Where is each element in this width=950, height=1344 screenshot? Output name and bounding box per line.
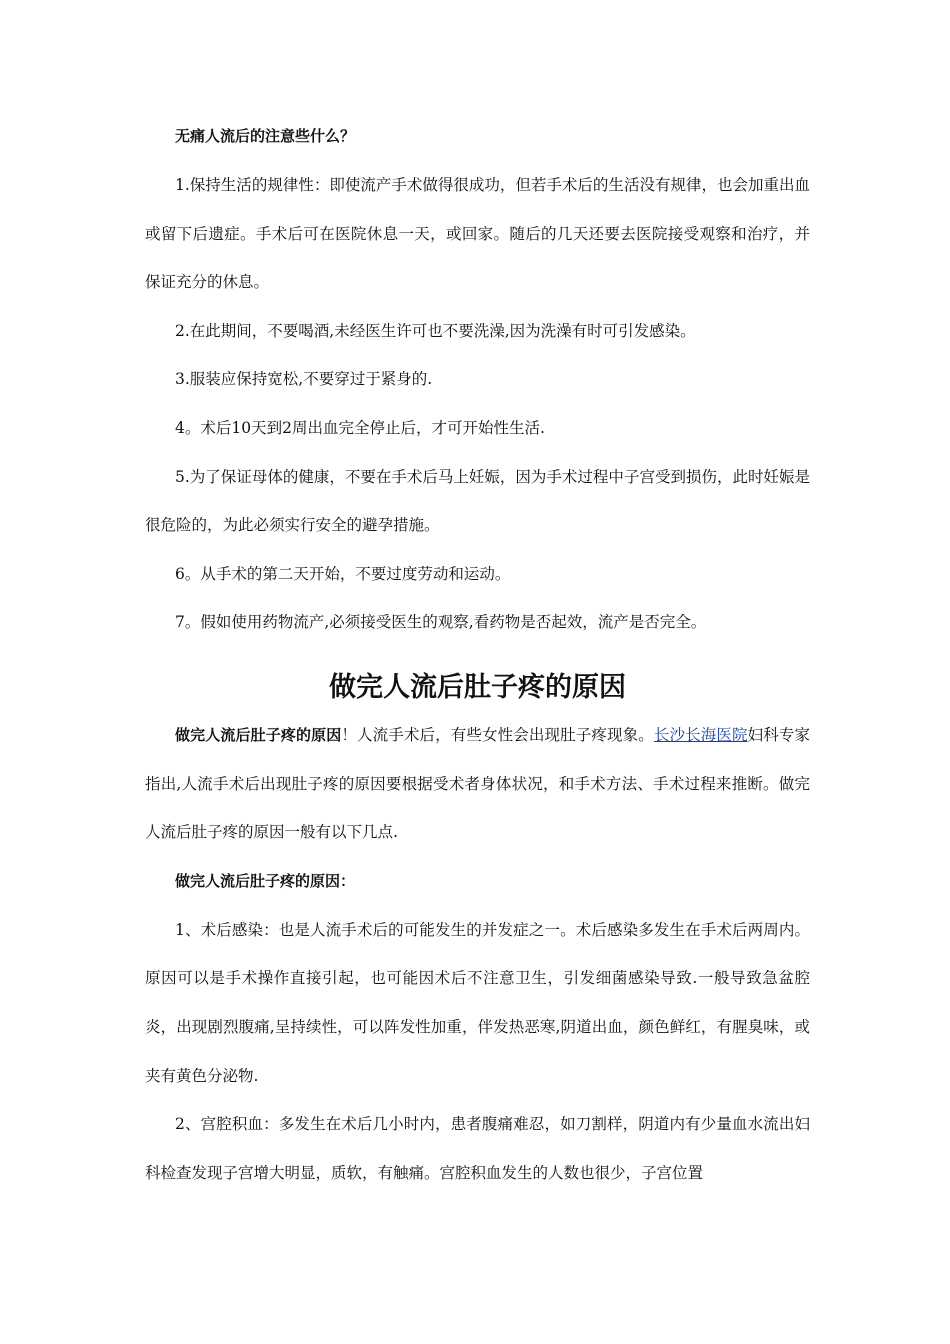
intro-rest-text: 妇科专家指出,人流手术后出现肚子疼的原因要根据受术者身体状况，和手术方法、手术过程来推断。做完人流后肚子疼的原因一般有以下几点. [145, 725, 810, 842]
list-item: 5.为了保证母体的健康，不要在手术后马上妊娠，因为手术过程中子宫受到损伤，此时妊娠是很危险的，为此必须实行安全的避孕措施。 [145, 467, 810, 535]
list-item: 3.服装应保持宽松,不要穿过于紧身的. [175, 370, 433, 389]
list-item: 1、术后感染：也是人流手术后的可能发生的并发症之一。术后感染多发生在手术后两周内。原因可以是手术操作直接引起，也可能因术后不注意卫生，引发细菌感染导致.一般导致急盆腔炎，出现剧烈腹痛,呈持续性，可以阵发性加重，伴发热恶寒,阴道出血，颜色鲜红，有腥臭味，或夹有黄色分泌物. [145, 920, 810, 1085]
section-subtitle: 做完人流后肚子疼的原因： [175, 871, 356, 890]
document-page [145, 112, 810, 1197]
list-item: 6。从手术的第二天开始，不要过度劳动和运动。 [175, 564, 511, 583]
list-item: 4。术后10天到2周出血完全停止后，才可开始性生活. [175, 418, 545, 437]
list-item: 1.保持生活的规律性：即使流产手术做得很成功，但若手术后的生活没有规律，也会加重出血或留下后遗症。手术后可在医院休息一天，或回家。随后的几天还要去医院接受观察和治疗，并保证充分的休息。 [145, 176, 810, 292]
intro-text: ！人流手术后，有些女性会出现肚子疼现象。 [341, 725, 654, 744]
list-item: 2、宫腔积血：多发生在术后几小时内，患者腹痛难忍，如刀割样，阴道内有少量血水流出妇科检查发现子宫增大明显，质软，有触痛。宫腔积血发生的人数也很少，子宫位置 [145, 1115, 810, 1182]
intro-bold-lead: 做完人流后肚子疼的原因 [175, 725, 342, 744]
list-item: 7。假如使用药物流产,必须接受医生的观察,看药物是否起效，流产是否完全。 [175, 613, 707, 632]
article-heading: 做完人流后肚子疼的原因 [329, 671, 626, 703]
section-title: 无痛人流后的注意些什么？ [175, 127, 356, 145]
intro-paragraph [145, 711, 810, 857]
hospital-link[interactable]: 长沙长海医院 [653, 725, 748, 744]
list-item: 2.在此期间，不要喝酒,未经医生许可也不要洗澡,因为洗澡有时可引发感染。 [175, 321, 696, 340]
